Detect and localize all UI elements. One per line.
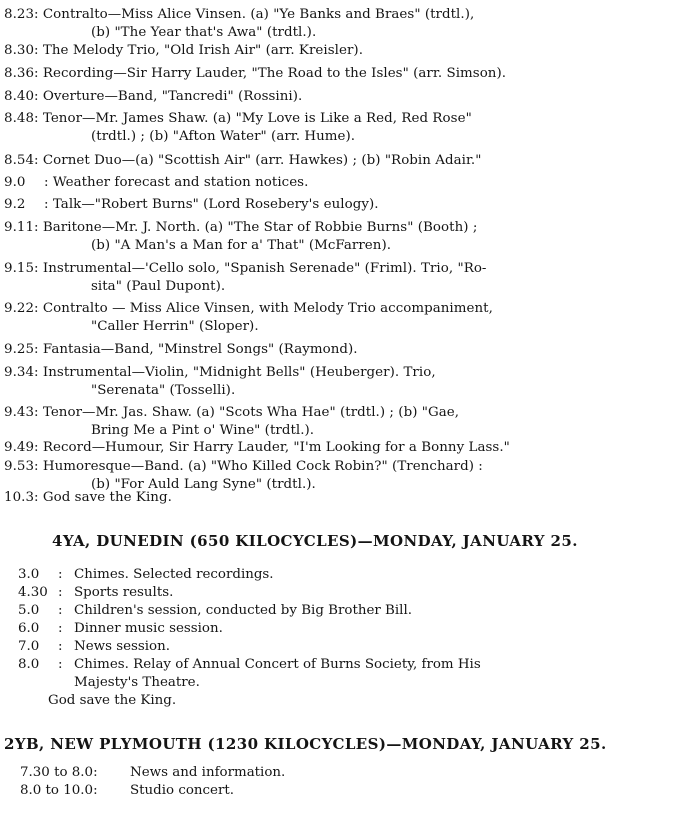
entry-time: 10.3	[4, 490, 35, 505]
schedule-row: 7.0 : News session.	[18, 639, 170, 654]
schedule-time: 3.0	[18, 567, 40, 582]
schedule-time: 7.0	[18, 639, 40, 654]
entry-text: : Cornet Duo—(a) "Scottish Air" (arr. Hawkes) ; (b) "Robin Adair."	[34, 153, 482, 168]
schedule-time: 6.0	[18, 621, 40, 636]
schedule-time: 8.0	[18, 657, 40, 672]
entry-text: : Tenor—Mr. James Shaw. (a) "My Love is Like a Red, Red Rose"	[34, 111, 472, 126]
entry-text: : Humoresque—Band. (a) "Who Killed Cock Robin?" (Trenchard) :	[34, 459, 483, 474]
entry-time: 9.15	[4, 261, 35, 276]
entry-time: 9.49	[4, 440, 35, 455]
schedule-row: 6.0 : Dinner music session.	[18, 621, 223, 636]
schedule-text: News session.	[74, 639, 170, 654]
schedule-text: Chimes. Relay of Annual Concert of Burns Society, from His	[74, 657, 481, 672]
programme-entry	[4, 110, 696, 145]
schedule-row-continuation: Majesty's Theatre.	[74, 675, 200, 690]
entry-text: : Contralto—Miss Alice Vinsen. (a) "Ye Banks and Braes" (trdtl.),	[34, 7, 475, 22]
entry-text-continuation: Bring Me a Pint o' Wine" (trdtl.).	[91, 422, 315, 438]
programme-entry	[4, 219, 696, 254]
schedule-time: 4.30	[18, 585, 48, 600]
entry-text-continuation: sita" (Paul Dupont).	[91, 278, 226, 294]
entry-time: 9.2	[4, 197, 26, 212]
programme-entry	[4, 174, 696, 192]
programme-entry	[4, 458, 696, 493]
entry-text: : God save the King.	[34, 490, 172, 505]
schedule-text: Studio concert.	[130, 783, 234, 798]
entry-text: : Instrumental—'Cello solo, "Spanish Serenade" (Friml). Trio, "Ro-	[34, 261, 487, 276]
entry-text: : Fantasia—Band, "Minstrel Songs" (Raymond).	[34, 342, 358, 357]
entry-text-continuation: "Serenata" (Tosselli).	[91, 382, 236, 398]
closing-line: God save the King.	[48, 693, 177, 708]
entry-text-continuation: (b) "A Man's a Man for a' That" (McFarren).	[91, 237, 392, 253]
programme-entry	[4, 88, 696, 106]
entry-text: : Weather forecast and station notices.	[44, 175, 309, 190]
schedule-row: 3.0 : Chimes. Selected recordings.	[18, 567, 274, 582]
programme-entry	[4, 260, 696, 295]
entry-time: 8.23	[4, 7, 35, 22]
programme-entry	[4, 341, 696, 359]
schedule-text: Sports results.	[74, 585, 174, 600]
schedule-time-range: 8.0 to 10.0:	[20, 783, 98, 798]
schedule-row: 4.30 : Sports results.	[18, 585, 174, 600]
schedule-time-range: 7.30 to 8.0:	[20, 765, 98, 780]
entry-text: : Recording—Sir Harry Lauder, "The Road to the Isles" (arr. Simson).	[34, 66, 507, 81]
station-heading-2yb: 2YB, NEW PLYMOUTH (1230 KILOCYCLES)—MONDAY, JANUARY 25.	[4, 735, 607, 753]
schedule-row	[20, 782, 234, 800]
entry-time: 8.40	[4, 89, 35, 104]
entry-text: : Instrumental—Violin, "Midnight Bells" (Heuberger). Trio,	[34, 365, 436, 380]
entry-text: : Talk—"Robert Burns" (Lord Rosebery's eulogy).	[44, 197, 379, 212]
schedule-row: 5.0 : Children's session, conducted by Big Brother Bill.	[18, 603, 412, 618]
entry-time: 9.34	[4, 365, 35, 380]
programme-entry	[4, 6, 696, 41]
entry-time: 8.36	[4, 66, 35, 81]
entry-text: : Overture—Band, "Tancredi" (Rossini).	[34, 89, 303, 104]
schedule-text: News and information.	[130, 765, 286, 780]
programme-entry	[4, 42, 696, 60]
entry-text: : Record—Humour, Sir Harry Lauder, "I'm Looking for a Bonny Lass."	[34, 440, 510, 455]
schedule-row	[20, 764, 285, 782]
entry-text-continuation: (trdtl.) ; (b) "Afton Water" (arr. Hume).	[91, 128, 356, 144]
programme-entry	[4, 404, 696, 439]
entry-time: 9.0	[4, 175, 26, 190]
entry-time: 8.54	[4, 153, 35, 168]
schedule-text: Children's session, conducted by Big Brother Bill.	[74, 603, 412, 618]
programme-entry	[4, 439, 696, 457]
programme-entry	[4, 196, 696, 214]
entry-time: 9.22	[4, 301, 35, 316]
entry-text-continuation: (b) "The Year that's Awa" (trdtl.).	[91, 24, 317, 40]
programme-entry	[4, 489, 696, 507]
entry-text: : The Melody Trio, "Old Irish Air" (arr. Kreisler).	[34, 43, 363, 58]
entry-time: 9.25	[4, 342, 35, 357]
schedule-text: Dinner music session.	[74, 621, 223, 636]
programme-entry	[4, 65, 696, 83]
entry-time: 8.48	[4, 111, 35, 126]
entry-text: : Tenor—Mr. Jas. Shaw. (a) "Scots Wha Hae" (trdtl.) ; (b) "Gae,	[34, 405, 460, 420]
entry-text-continuation: "Caller Herrin" (Sloper).	[91, 318, 259, 334]
station-heading-4ya: 4YA, DUNEDIN (650 KILOCYCLES)—MONDAY, JANUARY 25.	[52, 532, 578, 550]
schedule-time: 5.0	[18, 603, 40, 618]
entry-time: 9.53	[4, 459, 35, 474]
entry-time: 9.43	[4, 405, 35, 420]
entry-time: 9.11	[4, 220, 35, 235]
entry-time: 8.30	[4, 43, 35, 58]
schedule-row: 8.0 : Chimes. Relay of Annual Concert of Burns Society, from His	[18, 657, 481, 672]
programme-entry	[4, 300, 696, 335]
entry-text: : Baritone—Mr. J. North. (a) "The Star of Robbie Burns" (Booth) ;	[34, 220, 478, 235]
programme-entry	[4, 152, 696, 170]
programme-entry	[4, 364, 696, 399]
entry-text: : Contralto — Miss Alice Vinsen, with Melody Trio accompaniment,	[34, 301, 493, 316]
entry-text-continuation: (b) "For Auld Lang Syne" (trdtl.).	[91, 476, 316, 492]
schedule-text: Chimes. Selected recordings.	[74, 567, 274, 582]
